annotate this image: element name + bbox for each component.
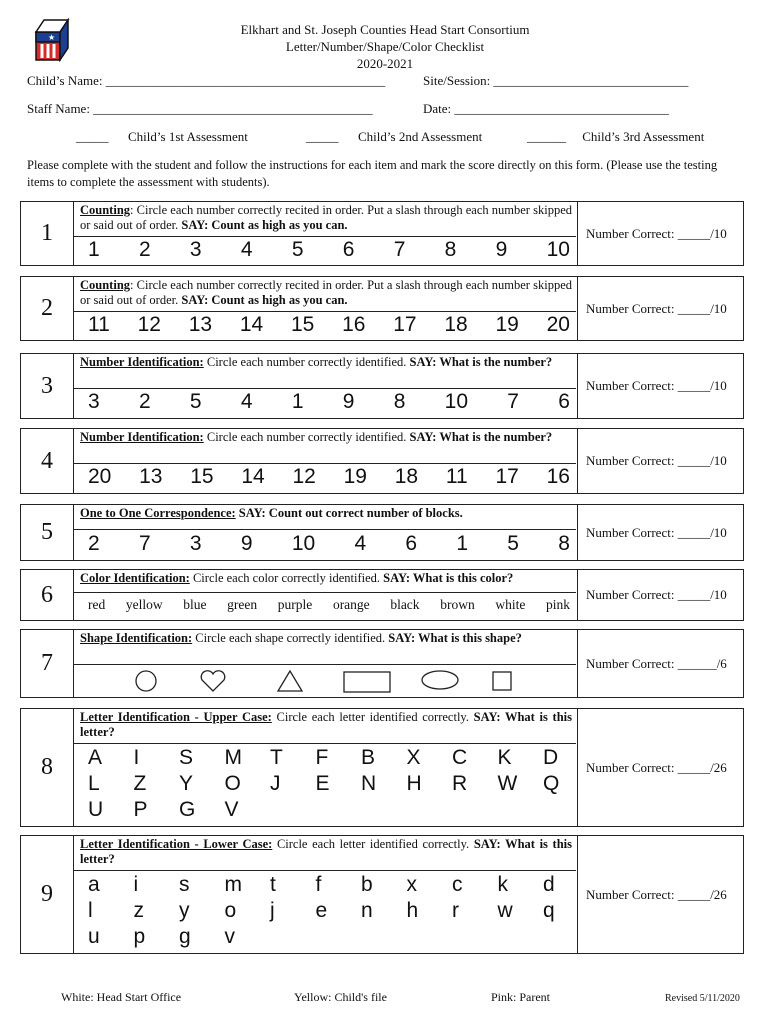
letter-item[interactable]: F	[315, 746, 329, 769]
section-say-prompt: SAY: What is the number?	[409, 355, 553, 369]
section-title: Counting	[80, 203, 131, 217]
header-title-2: Letter/Number/Shape/Color Checklist	[285, 39, 485, 54]
assessment-3-blank[interactable]: ______	[527, 129, 566, 144]
letter-item[interactable]: L	[88, 772, 100, 795]
letter-item[interactable]: A	[88, 746, 103, 769]
letter-item[interactable]: Z	[133, 772, 147, 795]
test-item[interactable]: 13	[188, 313, 213, 336]
letter-item[interactable]: M	[224, 746, 242, 769]
number-correct-field[interactable]: Number Correct: ______/6	[577, 630, 743, 697]
number-correct-field[interactable]: Number Correct: _____/10	[577, 570, 743, 620]
section-instruction	[80, 837, 572, 867]
test-item[interactable]: 20	[546, 313, 570, 336]
letter-item[interactable]: v	[224, 925, 235, 948]
test-item[interactable]: brown	[440, 597, 475, 612]
number-correct-field[interactable]: Number Correct: _____/26	[577, 709, 743, 826]
letter-item[interactable]: r	[452, 899, 459, 922]
letter-item[interactable]: J	[270, 772, 281, 795]
letter-item[interactable]: w	[497, 899, 513, 922]
item-row	[88, 532, 570, 556]
section-divider	[74, 743, 576, 744]
number-correct-field[interactable]: Number Correct: _____/10	[577, 354, 743, 418]
section-say-prompt: SAY: What is this shape?	[388, 631, 522, 645]
letter-row	[88, 898, 589, 924]
section-5	[20, 504, 744, 561]
section-3	[20, 353, 744, 419]
test-item[interactable]: 16	[546, 465, 570, 488]
test-item[interactable]: purple	[277, 597, 313, 612]
section-instruction	[80, 631, 572, 646]
section-body	[74, 630, 576, 697]
letter-item[interactable]: N	[361, 772, 377, 795]
letter-item[interactable]: C	[452, 746, 468, 769]
letter-row	[88, 745, 589, 771]
letter-item[interactable]: K	[497, 746, 512, 769]
test-item[interactable]: 1	[291, 390, 304, 413]
test-item[interactable]: 8	[444, 238, 457, 261]
assessment-2[interactable]	[306, 129, 482, 145]
letter-item[interactable]: g	[179, 925, 191, 948]
test-item[interactable]: 18	[394, 465, 419, 488]
test-item[interactable]: 3	[88, 390, 100, 413]
section-say-prompt: SAY: Count out correct number of blocks.	[238, 506, 463, 520]
letter-item[interactable]: u	[88, 925, 100, 948]
section-4	[20, 428, 744, 494]
letter-item[interactable]: W	[497, 772, 518, 795]
test-item[interactable]: yellow	[125, 597, 163, 612]
item-row	[88, 390, 570, 414]
site-session-field[interactable]: Site/Session: ______________________________	[423, 73, 689, 88]
staff-name-field[interactable]: Staff Name: ___________________________________________	[27, 101, 373, 116]
assessment-2-label: Child’s 2nd Assessment	[358, 129, 483, 144]
footer-white-copy: White: Head Start Office	[61, 990, 182, 1004]
section-body	[74, 202, 576, 265]
test-item[interactable]: 7	[138, 532, 151, 555]
test-item[interactable]: 6	[342, 238, 355, 261]
section-say-prompt: SAY: Count as high as you can.	[181, 293, 348, 307]
test-item[interactable]: white	[495, 597, 526, 612]
test-item[interactable]: 14	[239, 313, 264, 336]
section-1	[20, 201, 744, 266]
section-instruction	[80, 355, 572, 370]
section-divider	[74, 529, 576, 530]
test-item[interactable]: 7	[393, 238, 406, 261]
number-correct-field[interactable]: Number Correct: _____/10	[577, 277, 743, 340]
section-instruction	[80, 278, 572, 308]
number-correct-field[interactable]: Number Correct: _____/26	[577, 836, 743, 953]
test-item[interactable]: 17	[495, 465, 519, 488]
letter-item[interactable]: Y	[179, 772, 194, 795]
letter-item[interactable]: E	[315, 772, 330, 795]
section-divider	[74, 388, 576, 389]
test-item[interactable]: 4	[240, 390, 253, 413]
section-instruction	[80, 571, 572, 586]
letter-item[interactable]: S	[179, 746, 194, 769]
letter-item[interactable]: R	[452, 772, 468, 795]
letter-item[interactable]: f	[315, 873, 322, 896]
item-row	[88, 465, 570, 489]
letter-item[interactable]: y	[179, 899, 190, 922]
test-item[interactable]: 2	[138, 390, 151, 413]
test-item[interactable]: 10	[546, 238, 570, 261]
section-title: Letter Identification - Upper Case:	[80, 710, 272, 724]
section-title: Shape Identification:	[80, 631, 193, 645]
date-field[interactable]: Date: _________________________________	[423, 101, 669, 116]
letter-item[interactable]: H	[406, 772, 422, 795]
number-correct-field[interactable]: Number Correct: _____/10	[577, 202, 743, 265]
triangle-shape[interactable]	[278, 671, 302, 691]
test-item[interactable]: 7	[507, 390, 519, 413]
footer-yellow-copy: Yellow: Child's file	[294, 990, 387, 1004]
section-text: Circle each number correctly identified.	[203, 430, 410, 444]
section-divider	[74, 311, 576, 312]
test-item[interactable]: 16	[342, 313, 366, 336]
section-number: 6	[21, 570, 74, 620]
test-item[interactable]: 15	[290, 313, 315, 336]
letter-item[interactable]: G	[179, 798, 196, 821]
section-instruction	[80, 203, 572, 233]
section-body	[74, 836, 576, 953]
letter-grid	[88, 872, 589, 950]
heart-shape[interactable]	[201, 671, 225, 691]
section-title: One to One Correspondence:	[80, 506, 236, 520]
section-body	[74, 354, 576, 418]
test-item[interactable]: 13	[139, 465, 163, 488]
letter-item[interactable]: I	[133, 746, 140, 769]
section-title: Number Identification:	[80, 430, 204, 444]
letter-item[interactable]: l	[88, 899, 93, 922]
section-instruction	[80, 506, 572, 521]
test-item[interactable]: 9	[495, 238, 508, 261]
letter-item[interactable]: b	[361, 873, 373, 896]
test-item[interactable]: 14	[241, 465, 265, 488]
item-row	[88, 238, 570, 262]
letter-item[interactable]: h	[406, 899, 419, 922]
test-item[interactable]: red	[88, 597, 106, 612]
header-title-1: Elkhart and St. Joseph Counties Head Start Consortium	[240, 22, 530, 37]
section-number: 8	[21, 709, 74, 826]
test-item[interactable]: 11	[88, 313, 110, 336]
section-body	[74, 505, 576, 560]
number-correct-field[interactable]: Number Correct: _____/10	[577, 429, 743, 493]
section-number: 9	[21, 836, 74, 953]
section-text: : Circle each number correctly recited in order. Put a slash through each number skipped or said out of order.	[80, 278, 572, 307]
test-item[interactable]: 1	[456, 532, 469, 555]
test-item[interactable]: 5	[291, 238, 304, 261]
test-item[interactable]: 19	[495, 313, 519, 336]
letter-item[interactable]: z	[133, 899, 144, 922]
test-item[interactable]: 18	[444, 313, 468, 336]
letter-item[interactable]: P	[133, 798, 148, 821]
test-item[interactable]: 15	[190, 465, 214, 488]
test-item[interactable]: 8	[393, 390, 406, 413]
section-number: 1	[21, 202, 74, 265]
letter-row	[88, 771, 589, 797]
letter-item[interactable]: Q	[543, 772, 560, 795]
test-item[interactable]: pink	[545, 597, 570, 612]
letter-item[interactable]: X	[406, 746, 421, 769]
section-9	[20, 835, 744, 954]
test-item[interactable]: 11	[445, 465, 468, 488]
section-say-prompt: SAY: What is this letter?	[80, 837, 572, 866]
section-body	[74, 570, 576, 620]
header-year: 2020-2021	[356, 56, 414, 71]
section-divider	[74, 664, 576, 665]
section-text: Circle each letter identified correctly.	[272, 837, 474, 851]
letter-item[interactable]: n	[361, 899, 373, 922]
assessment-3[interactable]	[527, 129, 704, 145]
test-item[interactable]: 3	[189, 238, 202, 261]
instructions-paragraph: Please complete with the student and follow the instructions for each item and mark the score directly on this form. (Please use the testing items to complete the assessment with students).	[27, 158, 718, 189]
section-text: Circle each number correctly identified.	[203, 355, 410, 369]
letter-row	[88, 797, 589, 823]
test-item[interactable]: 2	[88, 532, 100, 555]
section-body	[74, 709, 576, 826]
section-instruction	[80, 710, 572, 740]
letter-item[interactable]: U	[88, 798, 104, 821]
test-item[interactable]: 8	[558, 532, 570, 555]
test-item[interactable]: 12	[292, 465, 316, 488]
assessment-1-label: Child’s 1st Assessment	[128, 129, 248, 144]
letter-item[interactable]: T	[270, 746, 283, 769]
section-number: 4	[21, 429, 74, 493]
letter-item[interactable]: B	[361, 746, 376, 769]
letter-item[interactable]: x	[406, 873, 417, 896]
letter-item[interactable]: o	[224, 899, 237, 922]
test-item[interactable]: black	[390, 597, 420, 612]
section-text: Circle each shape correctly identified.	[192, 631, 389, 645]
section-8	[20, 708, 744, 827]
section-say-prompt: SAY: Count as high as you can.	[181, 218, 348, 232]
letter-item[interactable]: D	[543, 746, 559, 769]
section-title: Counting	[80, 278, 131, 292]
letter-item[interactable]: e	[315, 899, 328, 922]
test-item[interactable]: orange	[332, 597, 370, 612]
test-item[interactable]: 3	[189, 532, 202, 555]
section-text: : Circle each number correctly recited in order. Put a slash through each number skipped or said out of order.	[80, 203, 572, 232]
test-item[interactable]: 6	[558, 390, 570, 413]
letter-item[interactable]: j	[270, 899, 275, 922]
test-item[interactable]: 5	[189, 390, 202, 413]
letter-item[interactable]: p	[133, 925, 146, 948]
item-row	[88, 597, 570, 613]
section-body	[74, 277, 576, 340]
section-number: 3	[21, 354, 74, 418]
letter-item[interactable]: m	[224, 873, 242, 896]
letter-item[interactable]: O	[224, 772, 241, 795]
section-say-prompt: SAY: What is this letter?	[80, 710, 572, 739]
test-item[interactable]: 4	[240, 238, 253, 261]
test-item[interactable]: green	[227, 597, 258, 612]
section-number: 7	[21, 630, 74, 697]
test-item[interactable]: 10	[444, 390, 469, 413]
assessment-1-blank[interactable]: _____	[76, 129, 109, 144]
section-6	[20, 569, 744, 621]
section-2	[20, 276, 744, 341]
assessment-1[interactable]	[76, 129, 248, 145]
test-item[interactable]: blue	[183, 597, 207, 612]
oval-shape[interactable]	[422, 671, 458, 689]
svg-text:★: ★	[48, 33, 56, 42]
footer-pink-copy: Pink: Parent	[491, 990, 550, 1004]
test-item[interactable]: 20	[88, 465, 112, 488]
test-item[interactable]: 1	[88, 238, 100, 261]
test-item[interactable]: 6	[405, 532, 418, 555]
number-correct-field[interactable]: Number Correct: _____/10	[577, 505, 743, 560]
letter-item[interactable]: k	[497, 873, 508, 896]
letter-row	[88, 924, 589, 950]
letter-item[interactable]: s	[179, 873, 190, 896]
test-item[interactable]: 10	[291, 532, 316, 555]
section-say-prompt: SAY: What is the number?	[409, 430, 553, 444]
assessment-3-label: Child’s 3rd Assessment	[582, 129, 705, 144]
section-text: Circle each color correctly identified.	[189, 571, 384, 585]
rectangle-shape[interactable]	[344, 672, 390, 692]
letter-item[interactable]: d	[543, 873, 555, 896]
section-7	[20, 629, 744, 698]
section-number: 2	[21, 277, 74, 340]
letter-item[interactable]: a	[88, 873, 100, 896]
letter-item[interactable]: V	[224, 798, 239, 821]
letter-item[interactable]: q	[543, 899, 555, 922]
test-item[interactable]: 4	[354, 532, 367, 555]
test-item[interactable]: 9	[240, 532, 253, 555]
letter-item[interactable]: i	[133, 873, 139, 896]
test-item[interactable]: 9	[342, 390, 355, 413]
letter-item[interactable]: t	[270, 873, 276, 896]
section-body	[74, 429, 576, 493]
test-item[interactable]: 2	[138, 238, 151, 261]
section-title: Number Identification:	[80, 355, 204, 369]
section-text: Circle each letter identified correctly.	[271, 710, 474, 724]
test-item[interactable]: 19	[343, 465, 367, 488]
letter-row	[88, 872, 589, 898]
shape-row	[124, 667, 614, 695]
section-title: Color Identification:	[80, 571, 190, 585]
letter-grid	[88, 745, 589, 823]
section-divider	[74, 870, 576, 871]
item-row	[88, 313, 570, 337]
section-say-prompt: SAY: What is this color?	[383, 571, 514, 585]
section-divider	[74, 236, 576, 237]
circle-shape[interactable]	[136, 671, 156, 691]
section-instruction	[80, 430, 572, 445]
test-item[interactable]: 5	[507, 532, 519, 555]
section-divider	[74, 592, 576, 593]
section-title: Letter Identification - Lower Case:	[80, 837, 273, 851]
revised-date: Revised 5/11/2020	[665, 993, 740, 1004]
assessment-2-blank[interactable]: _____	[306, 129, 339, 144]
section-number: 5	[21, 505, 74, 560]
child-name-field[interactable]: Child’s Name: ___________________________________________	[27, 73, 386, 88]
test-item[interactable]: 17	[393, 313, 417, 336]
square-shape[interactable]	[493, 672, 511, 690]
test-item[interactable]: 12	[137, 313, 161, 336]
letter-item[interactable]: c	[452, 873, 463, 896]
section-divider	[74, 463, 576, 464]
